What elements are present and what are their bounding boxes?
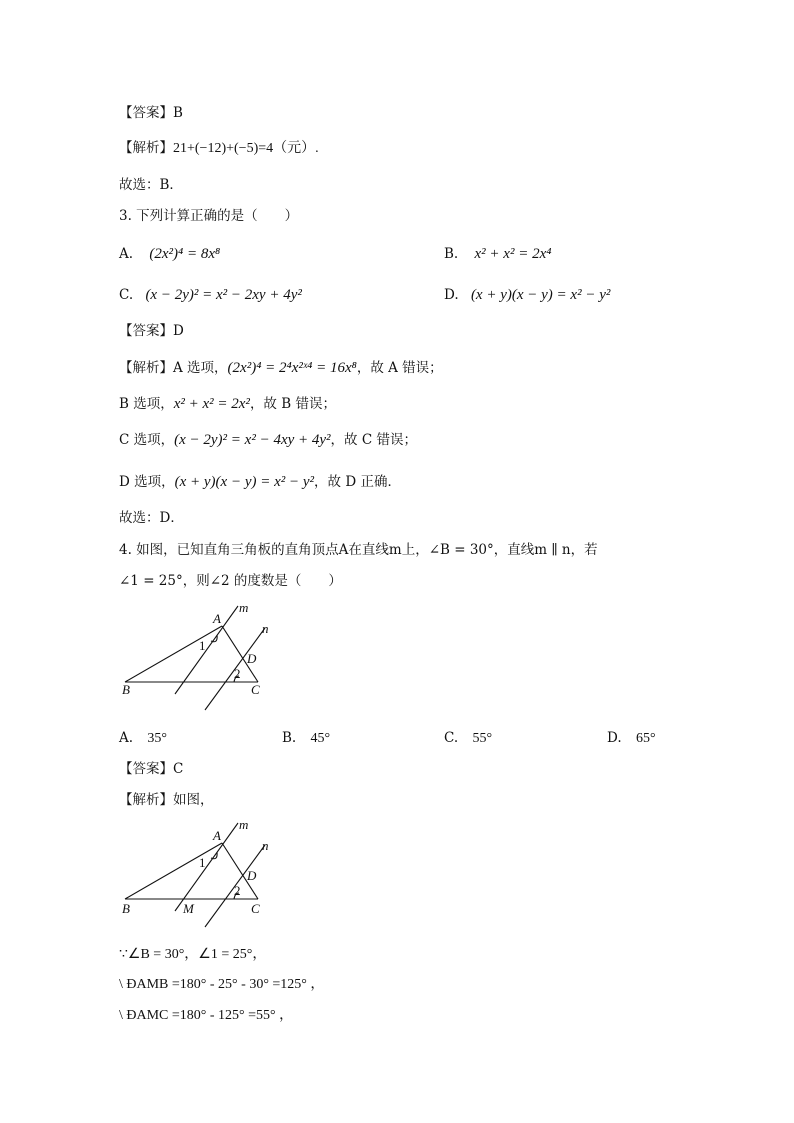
analysis-prefix: C 选项， — [119, 432, 175, 448]
option-expression: (2x²)⁴ = 8x⁸ — [149, 246, 221, 262]
analysis-prefix: 【解析】 — [119, 140, 173, 156]
analysis-expression: x² + x² = 2x² — [173, 396, 250, 412]
analysis-expression: (x + y)(x − y) = x² − y² — [174, 474, 315, 490]
label-b: B — [122, 901, 130, 916]
analysis-line-q3-c — [119, 431, 417, 449]
option-value: 55° — [472, 731, 493, 746]
label-angle-2: 2 — [234, 883, 241, 898]
label-a: A — [213, 828, 221, 843]
analysis-prefix: D 选项， — [119, 474, 175, 490]
answer-text: 【答案】B — [119, 105, 183, 121]
analysis-prefix: 【解析】A 选项， — [119, 360, 228, 376]
option-key: B. — [282, 730, 297, 746]
label-angle-1: 1 — [199, 638, 206, 653]
option-key: C. — [119, 287, 134, 303]
line-m — [175, 823, 238, 911]
answer-line-q4 — [119, 760, 183, 778]
solution-step-text: ∵∠B = 30°，∠1 = 25°， — [119, 947, 267, 962]
analysis-line-q3-d — [119, 473, 401, 491]
label-m-point: M — [183, 901, 194, 916]
answer-line-q3 — [119, 322, 184, 340]
solution-step-2 — [119, 976, 324, 994]
question-3-stem-text: 3. 下列计算正确的是（ ） — [119, 208, 299, 224]
answer-text: 【答案】D — [119, 323, 184, 339]
option-key: B. — [444, 246, 459, 262]
conclusion-text: 故选：D． — [119, 510, 184, 526]
question-3-stem — [119, 207, 298, 225]
analysis-expression: 21+(−12)+(−5)=4（元）. — [173, 141, 319, 156]
solution-step-text: \ ÐAMB =180° - 25° - 30° =125° ， — [119, 977, 325, 992]
analysis-line-q3-b — [119, 395, 336, 413]
conclusion-line-q2 — [119, 176, 183, 194]
label-angle-1: 1 — [199, 855, 206, 870]
analysis-suffix: ，故 D 正确． — [314, 474, 401, 490]
analysis-expression: (2x²)⁴ = 2⁴x²ˣ⁴ = 16x⁸ — [227, 360, 357, 376]
analysis-suffix: ，故 B 错误； — [249, 396, 336, 412]
option-expression: (x − 2y)² = x² − 2xy + 4y² — [145, 287, 302, 303]
solution-step-1 — [119, 946, 266, 964]
q3-option-a — [119, 245, 220, 263]
conclusion-line-q3 — [119, 509, 184, 527]
option-key: D. — [444, 287, 459, 303]
label-c: C — [251, 682, 260, 697]
q4-option-d — [607, 729, 656, 748]
label-a: A — [213, 611, 221, 626]
solution-step-text: \ ÐAMC =180° - 125° =55° ， — [119, 1008, 294, 1023]
question-4-stem-line-1 — [119, 541, 598, 559]
option-key: C. — [444, 730, 459, 746]
answer-text: 【答案】C — [119, 761, 184, 777]
segment-ab — [125, 843, 222, 899]
option-key: A. — [119, 730, 134, 746]
option-value: 45° — [310, 731, 331, 746]
analysis-expression: (x − 2y)² = x² − 4xy + 4y² — [174, 432, 331, 448]
label-d: D — [247, 651, 257, 666]
option-expression: x² + x² = 2x⁴ — [474, 246, 552, 262]
segment-ab — [125, 626, 222, 682]
analysis-line-q3-a — [119, 359, 443, 377]
geometry-figure-1 — [110, 598, 300, 716]
line-m — [175, 606, 238, 694]
analysis-intro-text: 【解析】如图， — [119, 792, 214, 808]
label-b: B — [122, 682, 130, 697]
analysis-intro-q4 — [119, 791, 214, 809]
answer-line-q2 — [119, 104, 183, 122]
q3-option-b — [444, 245, 551, 263]
label-n: n — [262, 838, 269, 853]
question-4-stem-text: ∠1 = 25°，则∠2 的度数是（ ） — [119, 573, 342, 589]
option-expression: (x + y)(x − y) = x² − y² — [470, 287, 611, 303]
q4-option-a — [119, 729, 167, 748]
analysis-suffix: ，故 A 错误； — [356, 360, 443, 376]
option-key: A. — [119, 246, 134, 262]
option-key: D. — [607, 730, 622, 746]
conclusion-text: 故选：B． — [119, 177, 183, 193]
q4-option-c — [444, 729, 492, 748]
analysis-line-q2 — [119, 139, 319, 158]
label-d: D — [247, 868, 257, 883]
option-value: 35° — [147, 731, 167, 746]
q3-option-d — [444, 286, 610, 304]
label-n: n — [262, 621, 269, 636]
label-m: m — [239, 817, 249, 832]
geometry-figure-2 — [110, 815, 300, 933]
analysis-prefix: B 选项， — [119, 396, 174, 412]
solution-step-3 — [119, 1007, 293, 1025]
question-4-stem-text: 4. 如图，已知直角三角板的直角顶点A在直线m上，∠B = 30°，直线m ∥ n，若 — [119, 542, 598, 558]
analysis-suffix: ，故 C 错误； — [330, 432, 417, 448]
label-angle-2: 2 — [234, 666, 241, 681]
label-c: C — [251, 901, 260, 916]
question-4-stem-line-2 — [119, 572, 342, 590]
q3-option-c — [119, 286, 302, 304]
q4-option-b — [282, 729, 330, 748]
label-m: m — [239, 600, 249, 615]
option-value: 65° — [635, 731, 656, 746]
